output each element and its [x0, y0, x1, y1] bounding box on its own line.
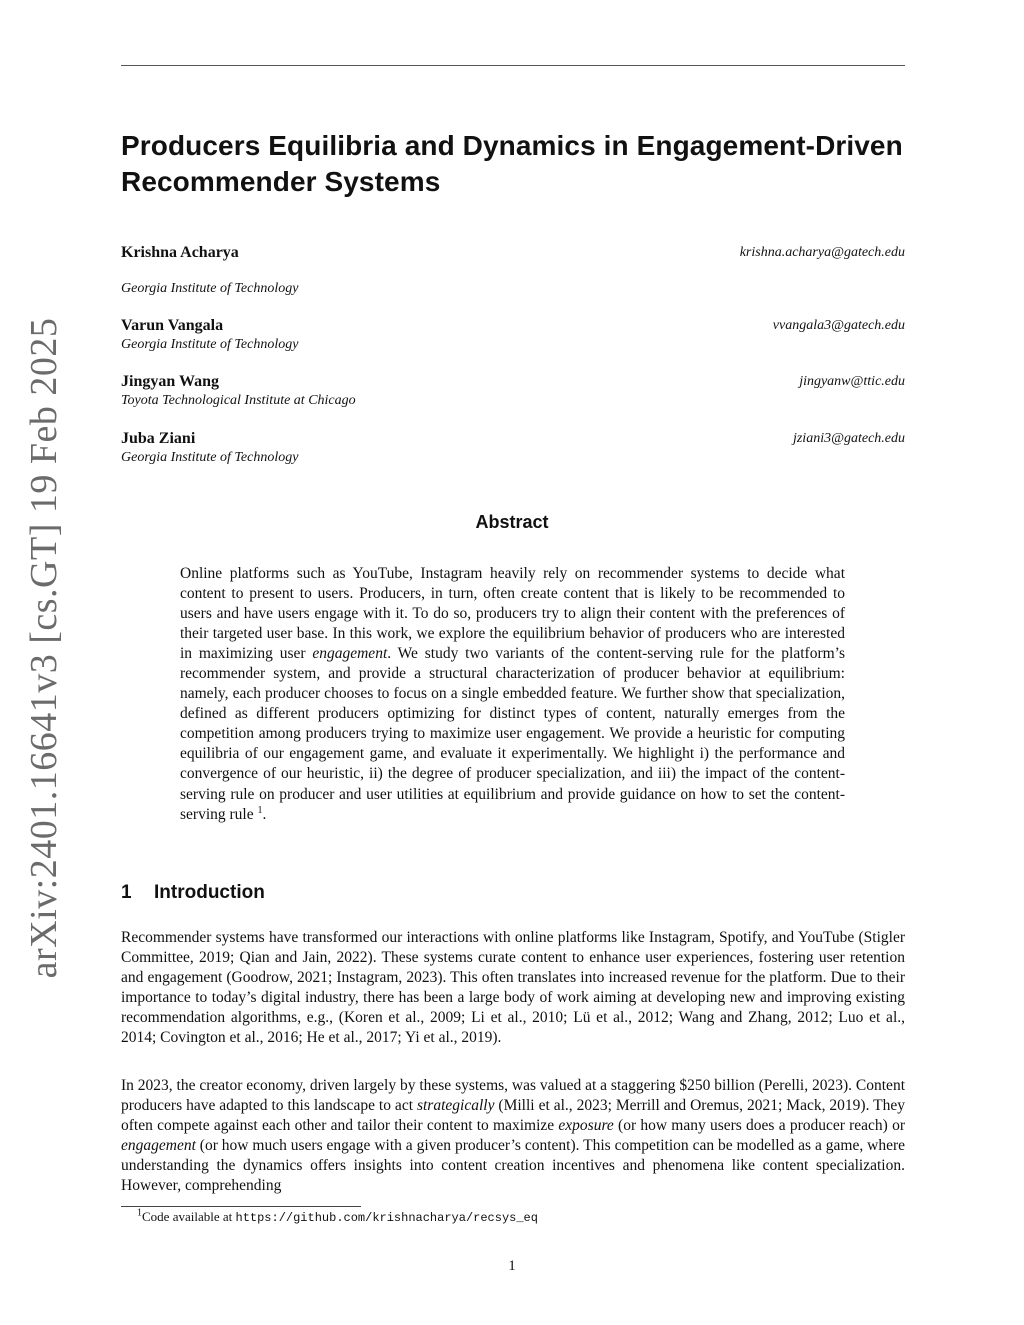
- footnote-marker[interactable]: 1: [257, 804, 263, 816]
- abstract-part: Online platforms such as YouTube, Instagram heavily rely on recommender systems to decide what content to present to users. Producers, in turn, often create content that is likely to be recommended to users and have users engage with it. To do so, producers try to align their content with the preferences of their targeted user base. In this work, we explore the equilibrium behavior of producers who are interested in maximizing user: [180, 565, 845, 663]
- author-email[interactable]: jingyanw@ttic.edu: [799, 374, 905, 389]
- footnote-link[interactable]: https://github.com/krishnacharya/recsys_eq: [235, 1211, 538, 1225]
- abstract-emphasis: engagement: [312, 645, 388, 663]
- footnote: [137, 1209, 538, 1225]
- footnote-rule: [121, 1206, 361, 1207]
- author-email[interactable]: krishna.acharya@gatech.edu: [739, 245, 905, 260]
- abstract-part: . We study two variants of the content-serving rule for the platform’s recommender system, and provide a structural characterization of producer behavior at equilibrium: namely, each producer chooses to focus on a single embedded feature. We further show that specialization, defined as different producers optimizing for distinct types of content, naturally emerges from the competition among producers trying to maximize user engagement. We provide a heuristic for computing equilibria of our engagement game, and evaluate it experimentally. We highlight i) the performance and convergence of our heuristic, ii) the degree of producer specialization, and iii) the impact of the content-serving rule on producer and user utilities at equilibrium and provide guidance on how to set the content-serving rule: [180, 645, 845, 823]
- intro-paragraph-1: Recommender systems have transformed our interactions with online platforms like Instagram, Spotify, and YouTube (Stigler Committee, 2019; Qian and Jain, 2022). These systems curate content to enhance user experiences, fostering user retention and engagement (Goodrow, 2021; Instagram, 2023). This often translates into increased revenue for the platform. Due to their importance to today’s digital industry, there has been a large body of work aiming at developing new and improving existing recommendation algorithms, e.g., (Koren et al., 2009; Li et al., 2010; Lü et al., 2012; Wang and Zhang, 2012; Luo et al., 2014; Covington et al., 2016; He et al., 2017; Yi et al., 2019).: [121, 929, 905, 1047]
- footnote-text: Code available at: [142, 1209, 236, 1224]
- abstract-heading: Abstract: [475, 512, 549, 532]
- section-heading: [121, 882, 265, 904]
- author-affiliation: Georgia Institute of Technology: [121, 450, 299, 465]
- paragraph-emphasis: engagement: [121, 1137, 196, 1155]
- author-name: Juba Ziani: [121, 430, 196, 447]
- page-number: 1: [508, 1258, 516, 1274]
- author-email[interactable]: jziani3@gatech.edu: [792, 431, 905, 446]
- intro-paragraph-2: [121, 1076, 905, 1196]
- abstract-part: .: [262, 805, 267, 823]
- paragraph-emphasis: strategically: [416, 1097, 495, 1115]
- author-affiliation: Georgia Institute of Technology: [121, 337, 299, 352]
- author-name: Jingyan Wang: [121, 373, 219, 390]
- top-rule: [121, 65, 905, 66]
- paragraph-part: (or how much users engage with a given producer’s content). This competition can be modelled as a game, where understanding the dynamics offers insights into content creation incentives and phenomena like content specialization. However, comprehending: [121, 1137, 905, 1195]
- section-title: Introduction: [154, 882, 265, 903]
- arxiv-stamp: arXiv:2401.16641v3 [cs.GT] 19 Feb 2025: [23, 317, 65, 979]
- author-affiliation: Toyota Technological Institute at Chicago: [121, 393, 356, 408]
- paragraph-part: (Milli et al., 2023; Merrill and Oremus, 2021; Mack, 2019). They often compete against each other and tailor their content to maximize: [121, 1097, 905, 1135]
- paper-title: Producers Equilibria and Dynamics in Engagement-Driven Recommender Systems: [121, 130, 903, 197]
- author-email[interactable]: vvangala3@gatech.edu: [772, 318, 905, 333]
- author-affiliation: Georgia Institute of Technology: [121, 281, 299, 296]
- author-name: Varun Vangala: [121, 317, 224, 334]
- author-name: Krishna Acharya: [121, 244, 239, 261]
- abstract-text: [180, 564, 845, 825]
- paragraph-emphasis: exposure: [558, 1117, 614, 1135]
- section-number: 1: [121, 882, 132, 903]
- paragraph-part: (or how many users does a producer reach) or: [613, 1117, 905, 1135]
- footnote-mark: 1: [137, 1207, 142, 1219]
- paragraph-part: In 2023, the creator economy, driven largely by these systems, was valued at a staggering $250 billion (Perelli, 2023). Content producers have adapted to this landscape to act: [121, 1077, 905, 1115]
